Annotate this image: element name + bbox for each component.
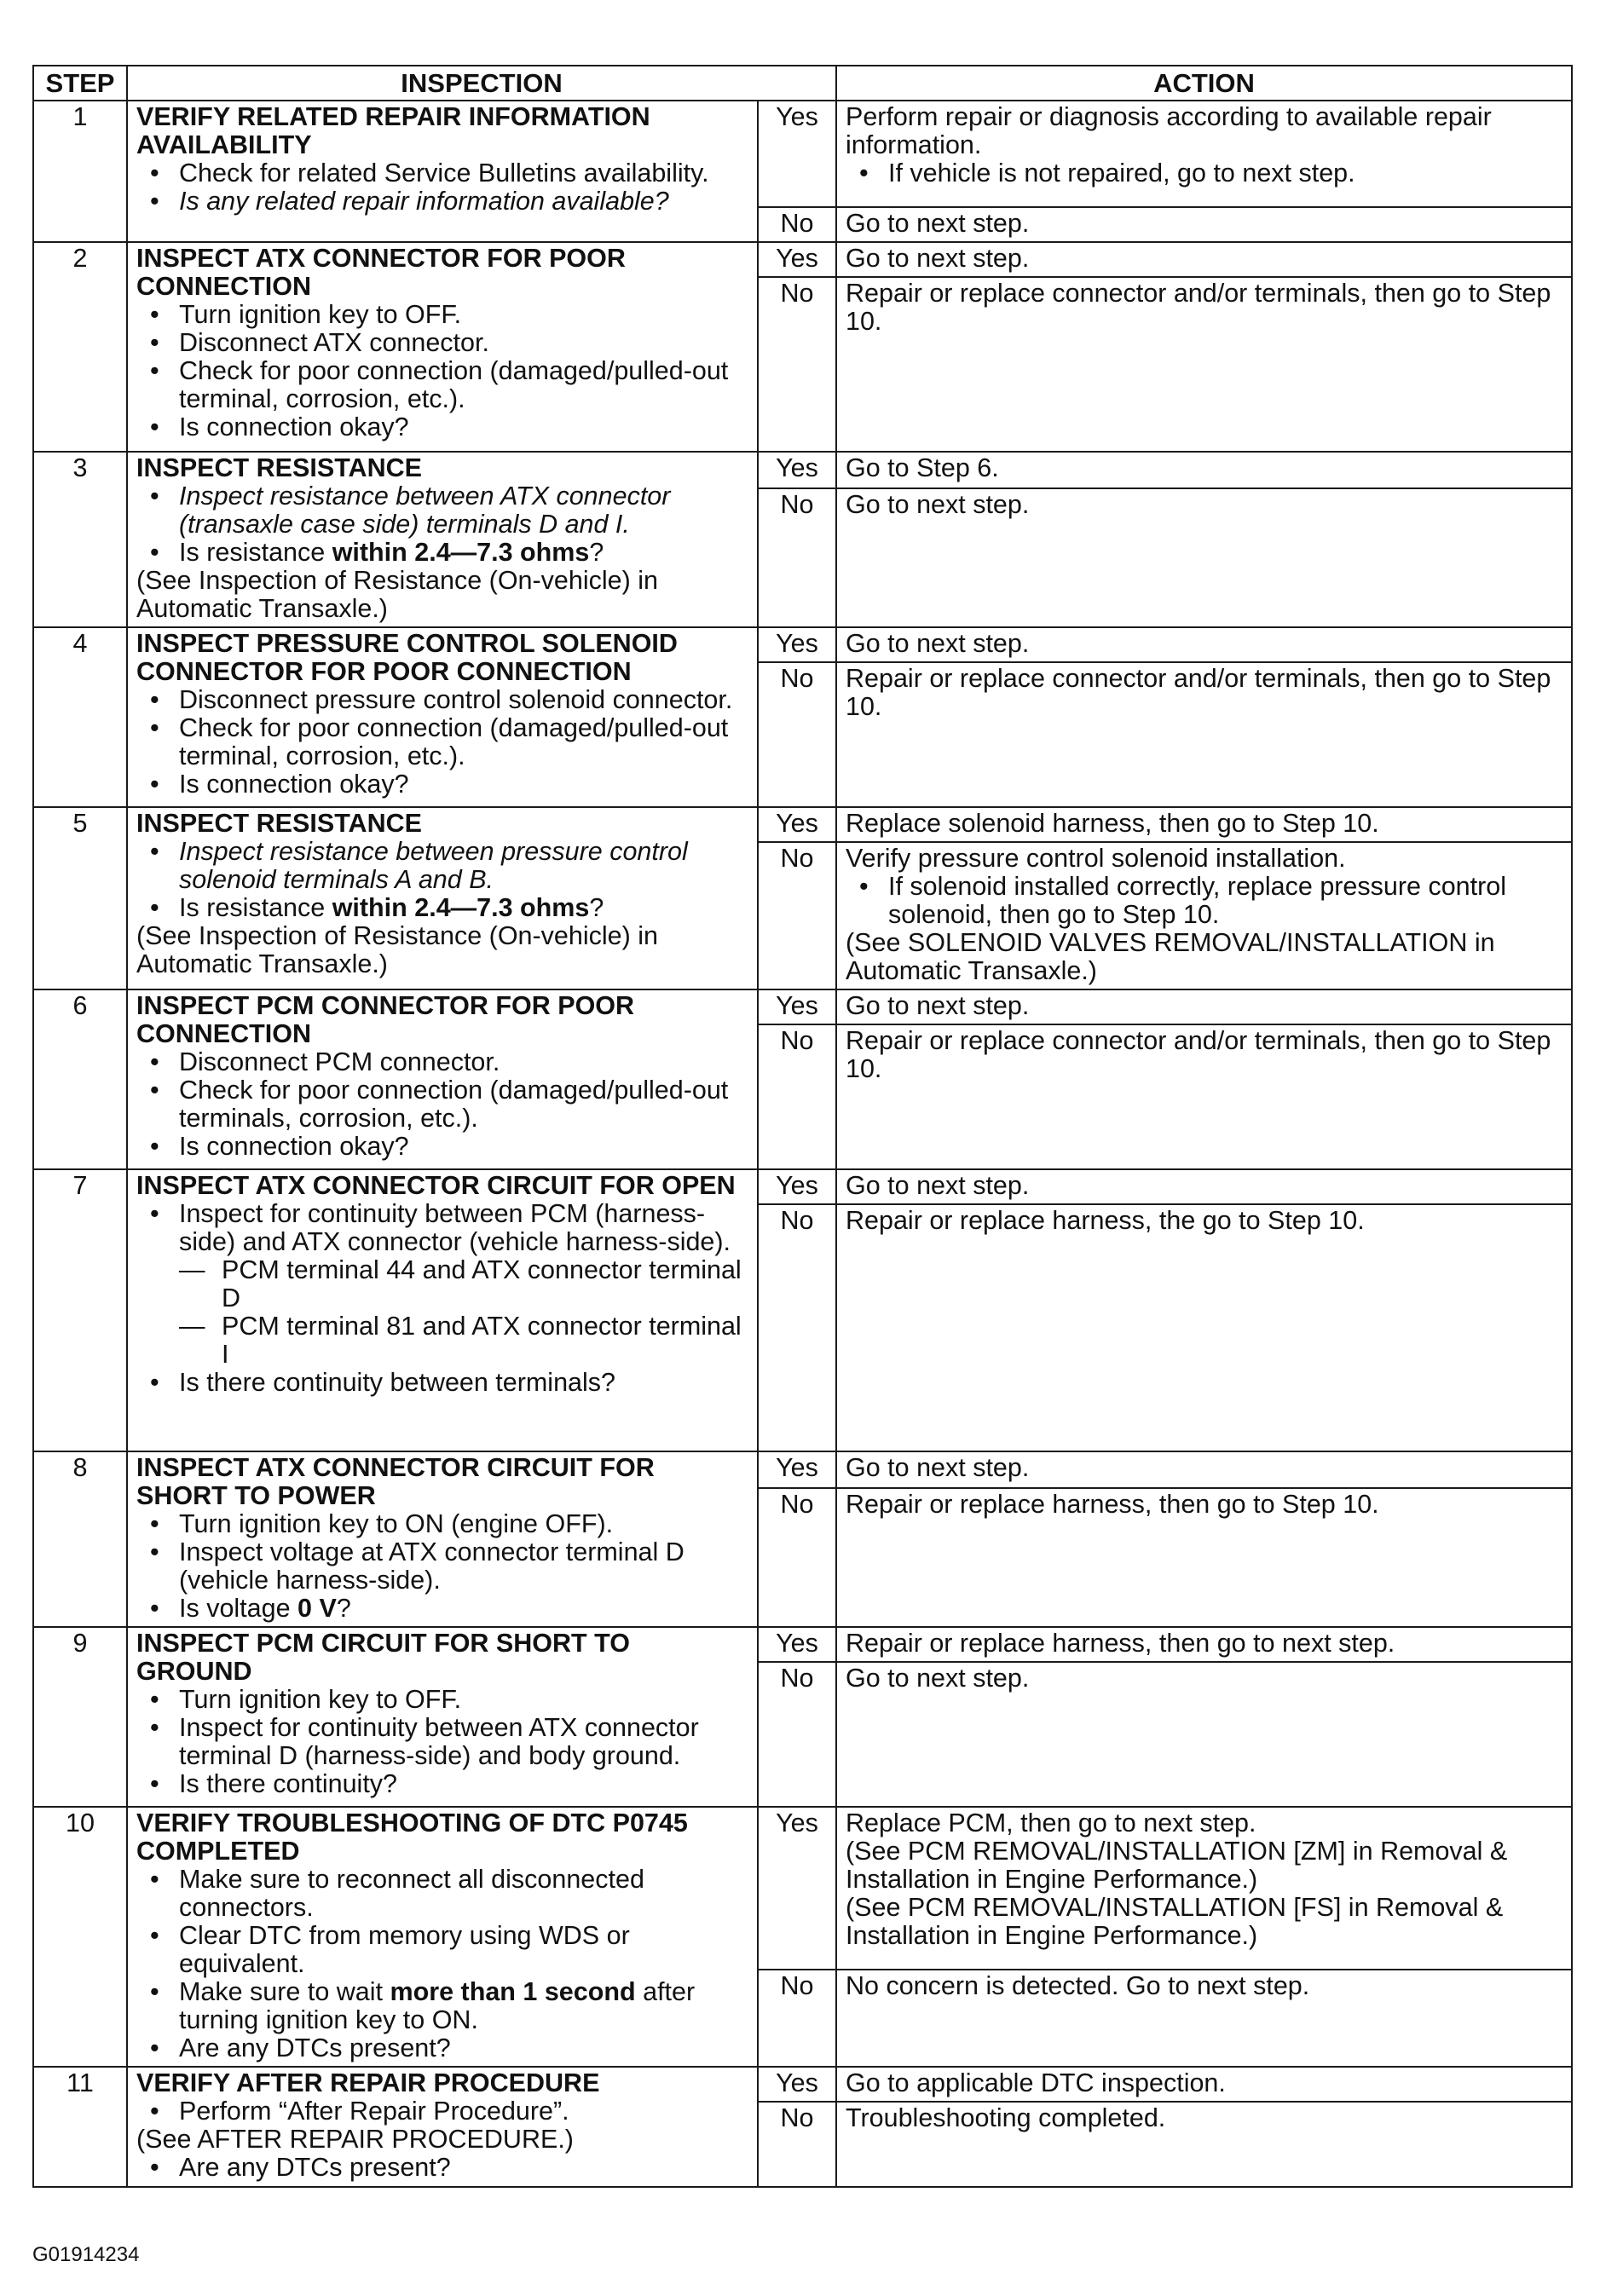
sub-list (179, 1256, 748, 1369)
no-label: No (758, 1662, 836, 1807)
step-number: 4 (33, 627, 127, 807)
yes-label: Yes (758, 452, 836, 488)
reference-note: (See Inspection of Resistance (On-vehicle) in Automatic Transaxle.) (136, 566, 658, 623)
no-label: No (758, 488, 836, 627)
yes-action: Go to next step. (836, 242, 1572, 277)
table-row (33, 989, 1572, 1024)
inspection-bullets (136, 301, 748, 441)
inspection-cell (127, 452, 758, 627)
yes-label: Yes (758, 1807, 836, 1970)
action-bullet: • If vehicle is not repaired, go to next step. (846, 159, 1562, 187)
table-row (33, 627, 1572, 662)
no-action: Repair or replace harness, then go to Step 10. (836, 1488, 1572, 1627)
inspection-title: INSPECT ATX CONNECTOR CIRCUIT FOR OPEN (136, 1171, 736, 1200)
bullet-item: • Is connection okay? (136, 1133, 748, 1161)
bullet-item: • Disconnect ATX connector. (136, 329, 748, 357)
bullet-item: • Turn ignition key to ON (engine OFF). (136, 1510, 748, 1538)
yes-action: Go to applicable DTC inspection. (836, 2067, 1572, 2102)
table-row (33, 101, 1572, 207)
question-mark: ? (589, 893, 604, 922)
table-row (33, 1807, 1572, 1970)
question-text: Is resistance (179, 893, 332, 922)
inspection-bullets (136, 1866, 748, 2062)
action-text: Perform repair or diagnosis according to available repair information. (846, 102, 1492, 159)
bullet-item: • Check for poor connection (damaged/pulled-out terminal, corrosion, etc.). (136, 714, 748, 770)
bullet-item (136, 187, 748, 216)
inspection-cell (127, 807, 758, 989)
step-number: 10 (33, 1807, 127, 2067)
action-note: (See PCM REMOVAL/INSTALLATION [FS] in Removal & Installation in Engine Performance.) (846, 1893, 1504, 1950)
bullet-item: • Check for poor connection (damaged/pulled-out terminals, corrosion, etc.). (136, 1076, 748, 1133)
no-action: Repair or replace harness, the go to Step 10. (836, 1204, 1572, 1451)
question-value: more than 1 second (390, 1977, 636, 2006)
question-tail: after turning ignition key to ON. (179, 1977, 696, 2034)
question-value: within 2.4—7.3 ohms (332, 893, 590, 922)
inspection-title: INSPECT ATX CONNECTOR FOR POOR CONNECTION (136, 244, 626, 301)
action-text: Replace PCM, then go to next step. (846, 1809, 1256, 1837)
yes-action: Repair or replace harness, then go to next step. (836, 1627, 1572, 1662)
table-row (33, 1169, 1572, 1204)
inspection-bullets (136, 1510, 748, 1623)
no-label: No (758, 277, 836, 452)
question-mark: ? (336, 1594, 351, 1623)
inspection-cell (127, 1807, 758, 2067)
no-action: Go to next step. (836, 488, 1572, 627)
inspection-bullets (136, 838, 748, 922)
bullet-item: • Are any DTCs present? (136, 2154, 748, 2182)
yes-label: Yes (758, 627, 836, 662)
bullet-item: • Is connection okay? (136, 413, 748, 441)
bullet-item: • Is there continuity? (136, 1770, 748, 1798)
no-action: Go to next step. (836, 207, 1572, 242)
no-action (836, 842, 1572, 989)
bullet-item: • Inspect for continuity between ATX connector terminal D (harness-side) and body ground. (136, 1714, 748, 1770)
yes-action (836, 1807, 1572, 1970)
bullet-item: • Is there continuity between terminals? (136, 1369, 748, 1397)
yes-label: Yes (758, 1169, 836, 1204)
bullet-question (136, 1978, 748, 2034)
inspection-title: VERIFY AFTER REPAIR PROCEDURE (136, 2068, 600, 2097)
action-bullets (846, 159, 1562, 187)
yes-action: Go to Step 6. (836, 452, 1572, 488)
inspection-cell (127, 1169, 758, 1451)
no-action: Repair or replace connector and/or terminals, then go to Step 10. (836, 277, 1572, 452)
inspection-title: INSPECT PRESSURE CONTROL SOLENOID CONNECTOR FOR POOR CONNECTION (136, 629, 678, 686)
bullet-item: • Turn ignition key to OFF. (136, 301, 748, 329)
bullet-item (136, 838, 748, 894)
inspection-title: VERIFY TROUBLESHOOTING OF DTC P0745 COMPLETED (136, 1809, 688, 1866)
table-row (33, 242, 1572, 277)
no-action: Go to next step. (836, 1662, 1572, 1807)
header-action: ACTION (836, 66, 1572, 101)
header-inspection: INSPECTION (127, 66, 836, 101)
bullet-item: • Disconnect PCM connector. (136, 1048, 748, 1076)
bullet-question (136, 1595, 748, 1623)
yes-action: Go to next step. (836, 1169, 1572, 1204)
inspection-bullets (136, 1686, 748, 1798)
table-row (33, 807, 1572, 842)
reference-note: (See AFTER REPAIR PROCEDURE.) (136, 2125, 574, 2154)
inspection-title: INSPECT ATX CONNECTOR CIRCUIT FOR SHORT TO POWER (136, 1453, 655, 1510)
bullet-question (136, 894, 748, 922)
figure-id: G01914234 (32, 2243, 140, 2266)
bullet-item: • Are any DTCs present? (136, 2034, 748, 2062)
bullet-text: Inspect resistance between ATX connector (transaxle case side) terminals D and I. (179, 482, 671, 539)
action-bullets (846, 873, 1562, 929)
inspection-title: INSPECT PCM CONNECTOR FOR POOR CONNECTION (136, 991, 635, 1048)
no-action: No concern is detected. Go to next step. (836, 1970, 1572, 2067)
bullet-text: Inspect for continuity between PCM (harness-side) and ATX connector (vehicle harness-side). (179, 1199, 731, 1256)
inspection-cell (127, 1451, 758, 1627)
action-bullet: • If solenoid installed correctly, replace pressure control solenoid, then go to Step 10. (846, 873, 1562, 929)
yes-label: Yes (758, 242, 836, 277)
inspection-bullets (136, 1048, 748, 1161)
yes-label: Yes (758, 2067, 836, 2102)
yes-label: Yes (758, 1451, 836, 1488)
bullet-item: • Make sure to reconnect all disconnected connectors. (136, 1866, 748, 1922)
table-row (33, 2067, 1572, 2102)
no-label: No (758, 1204, 836, 1451)
question-value: within 2.4—7.3 ohms (332, 538, 590, 567)
inspection-cell (127, 2067, 758, 2187)
question-value: 0 V (297, 1594, 337, 1623)
question-text: Is resistance (179, 538, 332, 567)
inspection-bullets (136, 2154, 748, 2182)
inspection-bullets (136, 1200, 748, 1397)
sub-item: — PCM terminal 81 and ATX connector terminal I (179, 1312, 748, 1369)
step-number: 1 (33, 101, 127, 242)
bullet-question (136, 539, 748, 567)
yes-action: Replace solenoid harness, then go to Step 10. (836, 807, 1572, 842)
step-number: 2 (33, 242, 127, 452)
yes-label: Yes (758, 101, 836, 207)
yes-label: Yes (758, 807, 836, 842)
action-note: (See PCM REMOVAL/INSTALLATION [ZM] in Removal & Installation in Engine Performance.) (846, 1837, 1508, 1894)
step-number: 9 (33, 1627, 127, 1807)
bullet-text: Inspect resistance between pressure control solenoid terminals A and B. (179, 837, 688, 894)
inspection-title: INSPECT RESISTANCE (136, 453, 422, 482)
step-number: 7 (33, 1169, 127, 1451)
bullet-item: • Clear DTC from memory using WDS or equivalent. (136, 1922, 748, 1978)
step-number: 5 (33, 807, 127, 989)
inspection-title: VERIFY RELATED REPAIR INFORMATION AVAILABILITY (136, 102, 650, 159)
no-action: Repair or replace connector and/or terminals, then go to Step 10. (836, 1024, 1572, 1169)
inspection-bullets (136, 686, 748, 799)
yes-action: Go to next step. (836, 1451, 1572, 1488)
yes-action: Go to next step. (836, 627, 1572, 662)
bullet-item: • Check for poor connection (damaged/pulled-out terminal, corrosion, etc.). (136, 357, 748, 413)
no-label: No (758, 842, 836, 989)
no-label: No (758, 1024, 836, 1169)
step-number: 3 (33, 452, 127, 627)
header-step: STEP (33, 66, 127, 101)
bullet-question: Is any related repair information available? (179, 187, 669, 216)
bullet-item: • Inspect voltage at ATX connector terminal D (vehicle harness-side). (136, 1538, 748, 1595)
no-label: No (758, 2102, 836, 2187)
bullet-item: • Check for related Service Bulletins availability. (136, 159, 748, 187)
no-label: No (758, 662, 836, 807)
bullet-item (136, 1200, 748, 1369)
sub-item: — PCM terminal 44 and ATX connector terminal D (179, 1256, 748, 1312)
table-row (33, 1627, 1572, 1662)
no-label: No (758, 207, 836, 242)
inspection-bullets (136, 159, 748, 216)
step-number: 8 (33, 1451, 127, 1627)
table-header-row (33, 66, 1572, 101)
yes-action (836, 101, 1572, 207)
inspection-cell (127, 989, 758, 1169)
bullet-item (136, 482, 748, 539)
step-number: 6 (33, 989, 127, 1169)
question-text: Is voltage (179, 1594, 298, 1623)
diagnostic-procedure-sheet (32, 65, 1571, 2188)
inspection-cell (127, 1627, 758, 1807)
table-row (33, 1451, 1572, 1488)
bullet-item: • Turn ignition key to OFF. (136, 1686, 748, 1714)
no-action: Troubleshooting completed. (836, 2102, 1572, 2187)
no-action: Repair or replace connector and/or terminals, then go to Step 10. (836, 662, 1572, 807)
action-note: (See SOLENOID VALVES REMOVAL/INSTALLATION in Automatic Transaxle.) (846, 928, 1495, 985)
inspection-bullets (136, 2097, 748, 2126)
question-text: Make sure to wait (179, 1977, 390, 2006)
inspection-bullets (136, 482, 748, 567)
question-mark: ? (589, 538, 604, 567)
diagnostic-table (32, 65, 1573, 2188)
inspection-cell (127, 242, 758, 452)
inspection-title: INSPECT PCM CIRCUIT FOR SHORT TO GROUND (136, 1629, 630, 1686)
yes-action: Go to next step. (836, 989, 1572, 1024)
inspection-cell (127, 101, 758, 242)
bullet-item: • Disconnect pressure control solenoid connector. (136, 686, 748, 714)
yes-label: Yes (758, 989, 836, 1024)
no-label: No (758, 1488, 836, 1627)
yes-label: Yes (758, 1627, 836, 1662)
no-label: No (758, 1970, 836, 2067)
bullet-item: • Perform “After Repair Procedure”. (136, 2097, 748, 2126)
inspection-cell (127, 627, 758, 807)
step-number: 11 (33, 2067, 127, 2187)
reference-note: (See Inspection of Resistance (On-vehicle) in Automatic Transaxle.) (136, 921, 658, 978)
table-row (33, 452, 1572, 488)
bullet-item: • Is connection okay? (136, 770, 748, 799)
action-text: Verify pressure control solenoid installation. (846, 844, 1346, 873)
inspection-title: INSPECT RESISTANCE (136, 809, 422, 838)
